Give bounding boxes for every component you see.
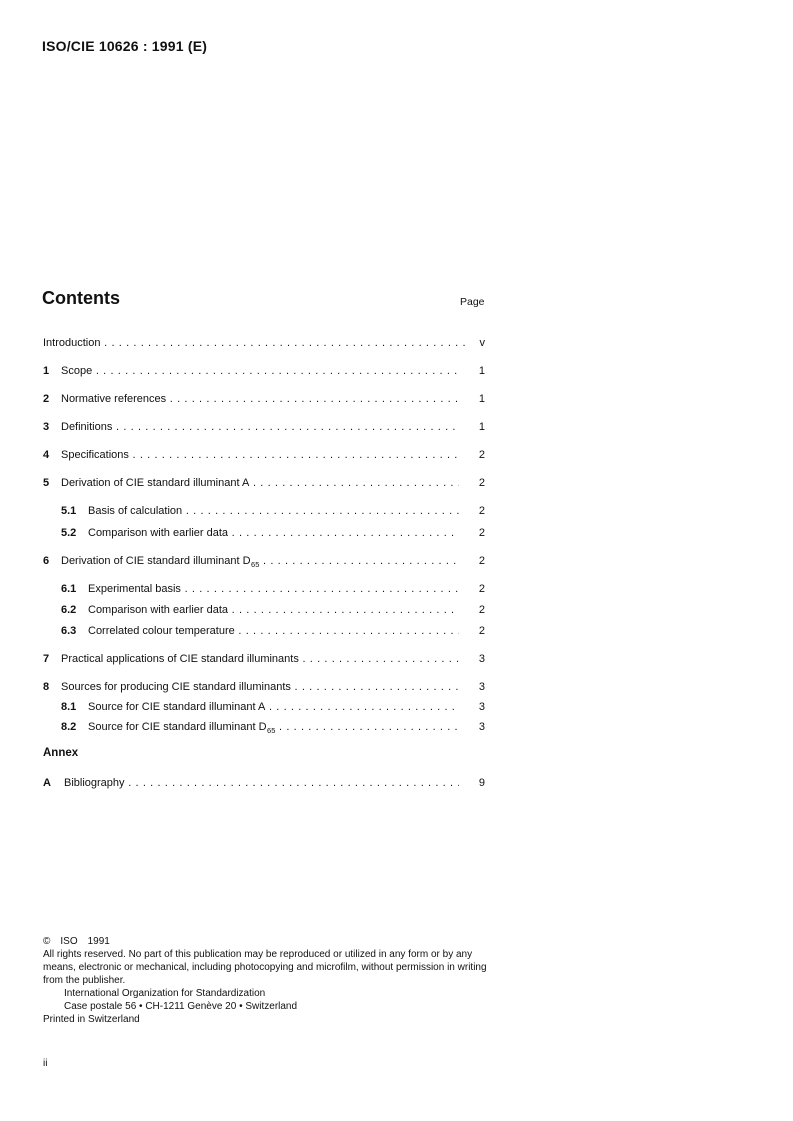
toc-entry-number: 5 — [43, 477, 50, 489]
copyright-notice — [43, 935, 493, 1026]
toc-entry-correlated-colour-temperature[interactable] — [0, 623, 793, 639]
toc-entry-number: 4 — [43, 449, 50, 461]
toc-entry-number: 6 — [43, 555, 50, 567]
toc-entry-title: Bibliography . . . — [64, 775, 459, 791]
toc-entry-page: 2 — [478, 449, 485, 461]
toc-entry-page: 1 — [478, 365, 485, 377]
toc-entry-sources-for-illuminants[interactable] — [0, 679, 793, 695]
toc-entry-title: Practical applications of CIE standard illuminants . . . — [61, 651, 459, 667]
toc-entry-normative-references[interactable] — [0, 391, 793, 407]
toc-entry-title: Definitions . . . — [61, 419, 459, 435]
printed-location: Printed in Switzerland — [43, 1014, 140, 1025]
toc-entry-title: Experimental basis . . . — [88, 581, 459, 597]
org-name: International Organization for Standardization — [64, 988, 266, 999]
toc-entry-number: 3 — [43, 421, 50, 433]
toc-entry-comparison-earlier-data[interactable] — [0, 602, 793, 618]
toc-entry-number: A — [43, 777, 51, 789]
toc-entry-title: Derivation of CIE standard illuminant $D_{65}$ . . . — [61, 553, 459, 570]
toc-entry-page: 2 — [478, 583, 485, 595]
toc-entry-scope[interactable] — [0, 363, 793, 379]
page-column-label: Page — [460, 296, 485, 308]
toc-entry-page: 3 — [478, 701, 485, 713]
toc-entry-number: 7 — [43, 653, 50, 665]
toc-entry-comparison-earlier-data[interactable] — [0, 525, 793, 541]
toc-entry-number: 8.1 — [61, 701, 77, 713]
subscript: 65 — [267, 726, 276, 735]
toc-entry-number: 6.2 — [61, 604, 77, 616]
toc-entry-definitions[interactable] — [0, 419, 793, 435]
rights-text: All rights reserved. No part of this publication may be reproduced or utilized in any form or by any means, electronic or mechanical, including photocopying and microfilm, without permission in writing from the publisher. — [43, 949, 487, 986]
toc-entry-specifications[interactable] — [0, 447, 793, 463]
toc-entry-number: 5.2 — [61, 527, 77, 539]
toc-entry-experimental-basis[interactable] — [0, 581, 793, 597]
toc-entry-number: 8 — [43, 681, 50, 693]
toc-entry-page: 2 — [478, 527, 485, 539]
toc-entry-page: 2 — [478, 477, 485, 489]
toc-entry-number: 5.1 — [61, 505, 77, 517]
document-header: ISO/CIE 10626 : 1991 (E) — [42, 38, 208, 54]
toc-entry-title: Source for CIE standard illuminant A . . . — [88, 699, 459, 715]
toc-entry-page: 9 — [478, 777, 485, 789]
toc-entry-page: 2 — [478, 505, 485, 517]
toc-entry-title: Correlated colour temperature . . . — [88, 623, 459, 639]
toc-entry-title: Comparison with earlier data . . . — [88, 602, 459, 618]
toc-entry-title: Basis of calculation . . . — [88, 503, 459, 519]
toc-entry-page: 2 — [478, 555, 485, 567]
annex-heading: Annex — [43, 747, 79, 759]
toc-entry-title: Source for CIE standard illuminant $D_{65}$ . . . — [88, 719, 459, 736]
toc-entry-page: 3 — [478, 653, 485, 665]
toc-entry-page: 2 — [478, 625, 485, 637]
toc-entry-introduction[interactable] — [0, 335, 793, 351]
toc-entry-number: 2 — [43, 393, 50, 405]
toc-entry-title: Introduction . . . — [43, 335, 465, 351]
copyright-org: ISO — [60, 936, 78, 947]
toc-entry-title: Derivation of CIE standard illuminant A . . . — [61, 475, 459, 491]
copyright-line — [43, 935, 493, 948]
contents-title: Contents — [42, 288, 120, 308]
org-address: Case postale 56 • CH-1211 Genève 20 • Switzerland — [64, 1001, 298, 1012]
toc-entry-title: Specifications . . . — [61, 447, 459, 463]
toc-entry-number: 8.2 — [61, 721, 77, 733]
toc-entry-number: 6.3 — [61, 625, 77, 637]
subscript: 65 — [251, 560, 260, 569]
toc-entry-page: 3 — [478, 721, 485, 733]
toc-entry-page: 2 — [478, 604, 485, 616]
toc-entry-page: 1 — [478, 393, 485, 405]
toc-entry-title: Scope . . . — [61, 363, 459, 379]
toc-entry-title: Normative references . . . — [61, 391, 459, 407]
copyright-symbol: © — [43, 936, 51, 947]
toc-entry-page: 1 — [478, 421, 485, 433]
copyright-year: 1991 — [87, 936, 110, 947]
toc-entry-bibliography[interactable] — [0, 775, 793, 791]
toc-entry-number: 6.1 — [61, 583, 77, 595]
toc-entry-page: 3 — [478, 681, 485, 693]
toc-entry-source-illuminant-a[interactable] — [0, 699, 793, 715]
toc-entry-title: Sources for producing CIE standard illuminants . . . — [61, 679, 459, 695]
toc-entry-title: Comparison with earlier data . . . — [88, 525, 459, 541]
toc-entry-derivation-illuminant-d65[interactable] — [0, 553, 793, 569]
toc-entry-source-illuminant-d65[interactable] — [0, 719, 793, 735]
page-number: ii — [43, 1058, 48, 1069]
toc-entry-number: 1 — [43, 365, 50, 377]
toc-entry-page: v — [479, 337, 485, 349]
toc-entry-practical-applications[interactable] — [0, 651, 793, 667]
toc-entry-derivation-illuminant-a[interactable] — [0, 475, 793, 491]
toc-entry-basis-of-calculation[interactable] — [0, 503, 793, 519]
